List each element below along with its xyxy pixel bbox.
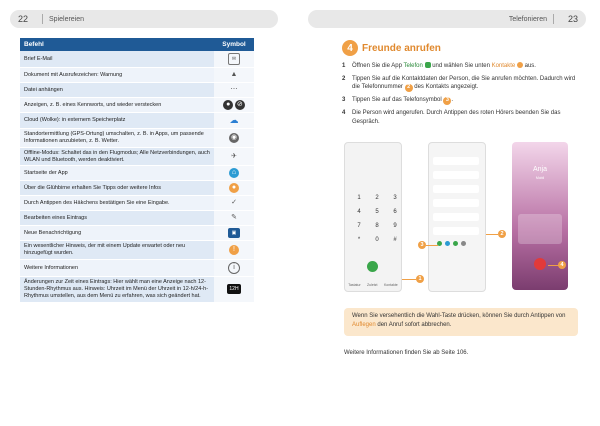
message-icon[interactable] — [445, 241, 450, 246]
table-row — [20, 147, 254, 166]
left-running-head: Spielereien — [49, 15, 85, 23]
callout-line — [426, 245, 438, 246]
key[interactable]: 5 — [375, 209, 379, 215]
key[interactable]: 1 — [357, 195, 361, 201]
key[interactable]: 7 — [357, 223, 361, 229]
info-icon: i — [228, 262, 240, 274]
header-divider — [42, 14, 43, 24]
left-running-header — [10, 10, 278, 28]
key[interactable]: # — [393, 237, 397, 243]
end-call-button[interactable] — [534, 258, 546, 270]
table-cell-text: Brief E-Mail — [20, 51, 214, 68]
tip-highlight: Auflegen — [352, 322, 376, 328]
callout-2: 2 — [498, 230, 506, 238]
table-header-row — [20, 38, 254, 51]
key[interactable]: 8 — [375, 223, 379, 229]
table-row — [20, 181, 254, 196]
airplane-icon: ✈ — [231, 152, 237, 160]
table-row — [20, 260, 254, 277]
step-list — [342, 62, 582, 131]
table-cell-text: Durch Antippen des Häkchens bestätigen Sie eine Eingabe. — [20, 196, 214, 211]
dial-keypad — [353, 195, 401, 243]
table-cell-text: Über die Glühbirne erhalten Sie Tipps oder weitere Infos — [20, 181, 214, 196]
contact-row[interactable] — [433, 199, 479, 207]
symbol-table — [20, 38, 254, 303]
pencil-icon: ✎ — [231, 214, 237, 222]
contact-row[interactable] — [433, 171, 479, 179]
step-text: Tippen Sie auf das Telefonsymbol — [352, 97, 444, 104]
table-cell-text: Standortermittlung (GPS-Ortung) umschalten, z. B. in Apps, um passende Informationen anzubieten, z. B. Wetter. — [20, 128, 214, 147]
warning-icon: ▲ — [230, 71, 238, 78]
step-text: Tippen Sie auf die Kontaktdaten der Person, die Sie anrufen möchten. Dadurch wird die Telefonnummer — [352, 75, 576, 91]
header-divider — [553, 14, 554, 24]
table-row — [20, 196, 254, 211]
phone-tab-bar — [345, 283, 401, 287]
contact-row[interactable] — [433, 213, 479, 221]
call-button[interactable] — [367, 261, 378, 272]
table-row — [20, 83, 254, 98]
step-text: aus. — [522, 63, 536, 69]
table-row — [20, 113, 254, 129]
callout-4: 4 — [558, 261, 566, 269]
info-icon[interactable] — [461, 241, 466, 246]
tab-name: Kontakte — [491, 63, 516, 69]
table-cell-text: Neue Benachrichtigung — [20, 226, 214, 241]
section-title: Freunde anrufen — [362, 42, 441, 54]
contact-row[interactable] — [433, 185, 479, 193]
more-info-text: Weitere Informationen finden Sie ab Seite 106. — [344, 350, 469, 356]
dots-icon: ⋯ — [230, 86, 238, 93]
tip-text: den Anruf sofort abbrechen. — [375, 322, 452, 328]
app-name: Telefon — [403, 63, 423, 69]
table-cell-text: Änderungen zur Zeit eines Eintrags: Hier wählt man eine Anzeige nach 12-Stunden-Rhythmus aus. Hinweis: Uhrzeit im Menü der Uhrzeit in 12-h/24-h-Rhythmus umstellen, aus dem Menü zu erfahren, was sich geändert hat. — [20, 277, 214, 303]
location-icon: ◉ — [230, 133, 238, 141]
video-icon[interactable] — [453, 241, 458, 246]
step-number: 3 — [342, 97, 346, 104]
eye-off-icon: ⊘ — [235, 100, 245, 110]
contact-row[interactable] — [433, 227, 479, 235]
table-row — [20, 68, 254, 83]
12h-icon: 12H — [227, 284, 241, 294]
eye-icon: ● — [223, 100, 233, 110]
tab-recents[interactable]: Zuletzt — [367, 283, 378, 287]
contact-actions — [437, 241, 466, 246]
callout-1: 1 — [416, 275, 424, 283]
table-cell-text: Anzeigen, z. B. eines Kennworts, und wieder verstecken — [20, 98, 214, 113]
table-row — [20, 211, 254, 226]
left-page — [0, 0, 296, 426]
phone-screenshot-keypad — [344, 142, 402, 292]
step-number: 1 — [342, 63, 346, 69]
phone-screenshot-contacts — [428, 142, 486, 292]
table-row — [20, 128, 254, 147]
key[interactable]: 2 — [375, 195, 379, 201]
tab-keypad[interactable]: Tastatur — [348, 283, 361, 287]
key[interactable]: 9 — [393, 223, 397, 229]
table-row — [20, 51, 254, 68]
table-cell-text: Dokument mit Ausrufezeichen: Warnung — [20, 68, 214, 83]
left-page-number: 22 — [18, 14, 29, 24]
update-icon: ! — [229, 245, 239, 255]
callout-ref: 2 — [405, 84, 413, 92]
step-item — [342, 96, 582, 105]
step-item — [342, 109, 582, 126]
callout-3: 3 — [418, 241, 426, 249]
caller-label: Mobil — [535, 176, 545, 180]
table-row — [20, 277, 254, 303]
table-cell-text: Cloud (Wolke): in externem Speicherplatz — [20, 113, 214, 129]
table-header-symbol: Symbol — [214, 38, 254, 51]
table-header-command: Befehl — [20, 38, 214, 51]
callout-line — [402, 279, 416, 280]
section-heading — [342, 40, 441, 56]
call-controls-panel — [518, 214, 562, 244]
right-running-head: Telefonieren — [508, 15, 547, 23]
step-number: 2 — [342, 75, 346, 82]
right-running-header — [308, 10, 586, 28]
home-icon: ⌂ — [229, 168, 239, 178]
key[interactable]: 0 — [375, 237, 379, 243]
table-row — [20, 98, 254, 113]
step-item — [342, 75, 582, 93]
table-cell-text: Bearbeiten eines Eintrags — [20, 211, 214, 226]
key[interactable]: 6 — [393, 209, 397, 215]
tip-box — [344, 308, 578, 336]
notification-icon: ▣ — [228, 228, 240, 238]
key[interactable]: 3 — [393, 195, 397, 201]
callout-ref: 3 — [443, 97, 451, 105]
table-cell-text: Offline-Modus: Schaltet das in den Flugmodus; Alle Netzverbindungen, auch WLAN und Bluetooth, werden deaktiviert. — [20, 147, 214, 166]
key[interactable]: 4 — [357, 209, 361, 215]
table-row — [20, 166, 254, 181]
caller-name: Anja — [532, 166, 547, 173]
section-number: 4 — [342, 40, 358, 56]
table-row — [20, 226, 254, 241]
bulb-icon: ● — [229, 183, 239, 193]
mail-icon: ✉ — [228, 53, 240, 65]
key[interactable]: * — [357, 237, 361, 243]
table-cell-text: Ein wesentlicher Hinweis, der mit einem Update erwartet oder neu hinzugefügt wurden. — [20, 241, 214, 260]
tab-contacts[interactable]: Kontakte — [383, 283, 398, 287]
step-item — [342, 62, 582, 71]
step-text: und wählen Sie unten — [430, 63, 492, 69]
table-cell-text: Weitere Informationen — [20, 260, 214, 277]
step-text: Öffnen Sie die App — [352, 63, 404, 69]
table-cell-text: Startseite der App — [20, 166, 214, 181]
table-row — [20, 241, 254, 260]
right-page-number: 23 — [567, 14, 578, 24]
step-text: . — [451, 97, 454, 104]
step-number: 4 — [342, 110, 346, 117]
table-cell-text: Datei anhängen — [20, 83, 214, 98]
check-icon: ✓ — [231, 199, 237, 207]
contact-row[interactable] — [433, 157, 479, 165]
step-text: Die Person wird angerufen. Durch Antippen des roten Hörers beenden Sie das Gespräch. — [352, 110, 561, 126]
step-text: des Kontakts angezeigt. — [412, 84, 479, 91]
callout-line — [486, 234, 498, 235]
cloud-icon: ☁ — [229, 115, 239, 125]
tip-text: Wenn Sie versehentlich die Wahl-Taste drücken, können Sie durch Antippen von — [352, 313, 566, 319]
